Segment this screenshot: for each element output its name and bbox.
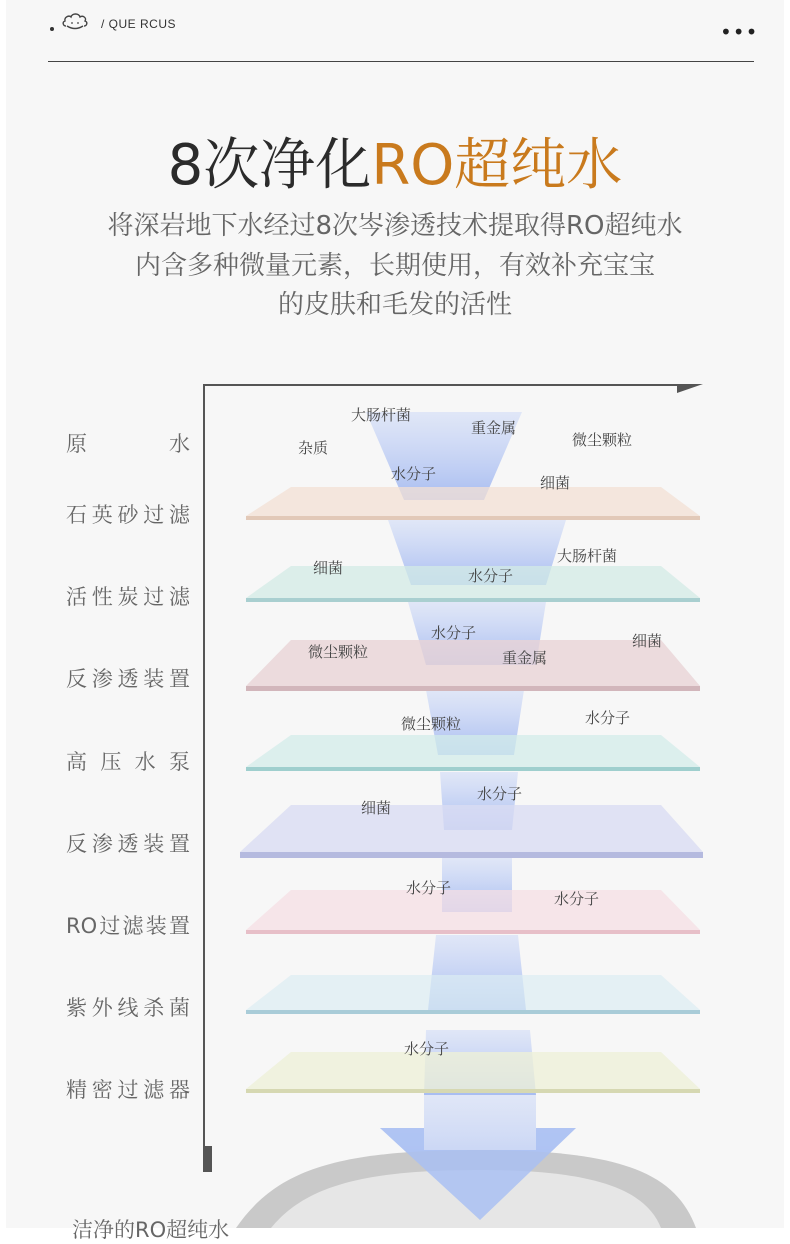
filter-layer-precision — [246, 1052, 700, 1093]
arrow-down-icon — [203, 1146, 212, 1172]
particle-label: 细菌 — [540, 474, 571, 492]
stage-label: 活性炭过滤 — [66, 585, 190, 609]
stage-label: RO过滤装置 — [66, 914, 190, 938]
particle-label: 水分子 — [404, 1040, 450, 1058]
stage-label: 高 压 水 泵 — [66, 750, 190, 774]
particle-label: 水分子 — [585, 709, 631, 727]
subtitle-line-3: 的皮肤和毛发的活性 — [277, 290, 512, 320]
final-label: 洁净的RO超纯水 — [72, 1218, 230, 1242]
particle-label: 细菌 — [361, 799, 392, 817]
particle-label: 水分子 — [468, 567, 514, 585]
particle-label: 水分子 — [554, 890, 600, 908]
title-main: 8次净化 — [167, 133, 372, 198]
filter-layer-ro-device — [246, 890, 700, 934]
particle-label: 水分子 — [406, 879, 452, 897]
particle-label: 细菌 — [313, 559, 344, 577]
particle-label: 大肠杆菌 — [351, 406, 412, 424]
filter-layer-uv — [246, 975, 700, 1014]
subtitle-line-1: 将深岩地下水经过8次岑渗透技术提取得RO超纯水 — [107, 211, 683, 241]
particle-label: 水分子 — [477, 785, 523, 803]
stage-label: 精密过滤器 — [66, 1078, 190, 1102]
stage-label: 石英砂过滤 — [66, 503, 190, 527]
particle-label: 细菌 — [632, 632, 663, 650]
particle-label: 微尘颗粒 — [308, 643, 369, 661]
subtitle-line-2: 内含多种微量元素，长期使用，有效补充宝宝 — [134, 251, 655, 281]
page — [6, 0, 784, 1242]
particle-label: 微尘颗粒 — [572, 431, 633, 449]
particle-label: 重金属 — [502, 649, 548, 667]
title-accent: RO超纯水 — [371, 133, 623, 198]
particle-label: 重金属 — [471, 419, 517, 437]
filter-layer-quartz — [246, 487, 700, 520]
filter-layer-ro2 — [240, 805, 703, 858]
particle-label: 水分子 — [391, 465, 437, 483]
stage-label: 反渗透装置 — [66, 832, 190, 856]
particle-label: 杂质 — [298, 439, 329, 457]
arrow-right-icon — [677, 384, 703, 393]
stage-label: 原 水 — [66, 432, 190, 456]
filtration-diagram — [6, 0, 784, 1228]
stage-label: 反渗透装置 — [66, 667, 190, 691]
diagram-axis-vertical — [203, 386, 205, 1164]
more-dots-icon[interactable]: ••• — [720, 20, 759, 44]
particle-label: 大肠杆菌 — [557, 547, 618, 565]
particle-label: 微尘颗粒 — [401, 715, 462, 733]
filter-layer-pump — [246, 735, 700, 771]
stage-label: 紫外线杀菌 — [66, 996, 190, 1020]
brand-name: / QUE RCUS — [101, 17, 177, 31]
diagram-axis-horizontal — [203, 384, 683, 386]
particle-label: 水分子 — [431, 624, 477, 642]
